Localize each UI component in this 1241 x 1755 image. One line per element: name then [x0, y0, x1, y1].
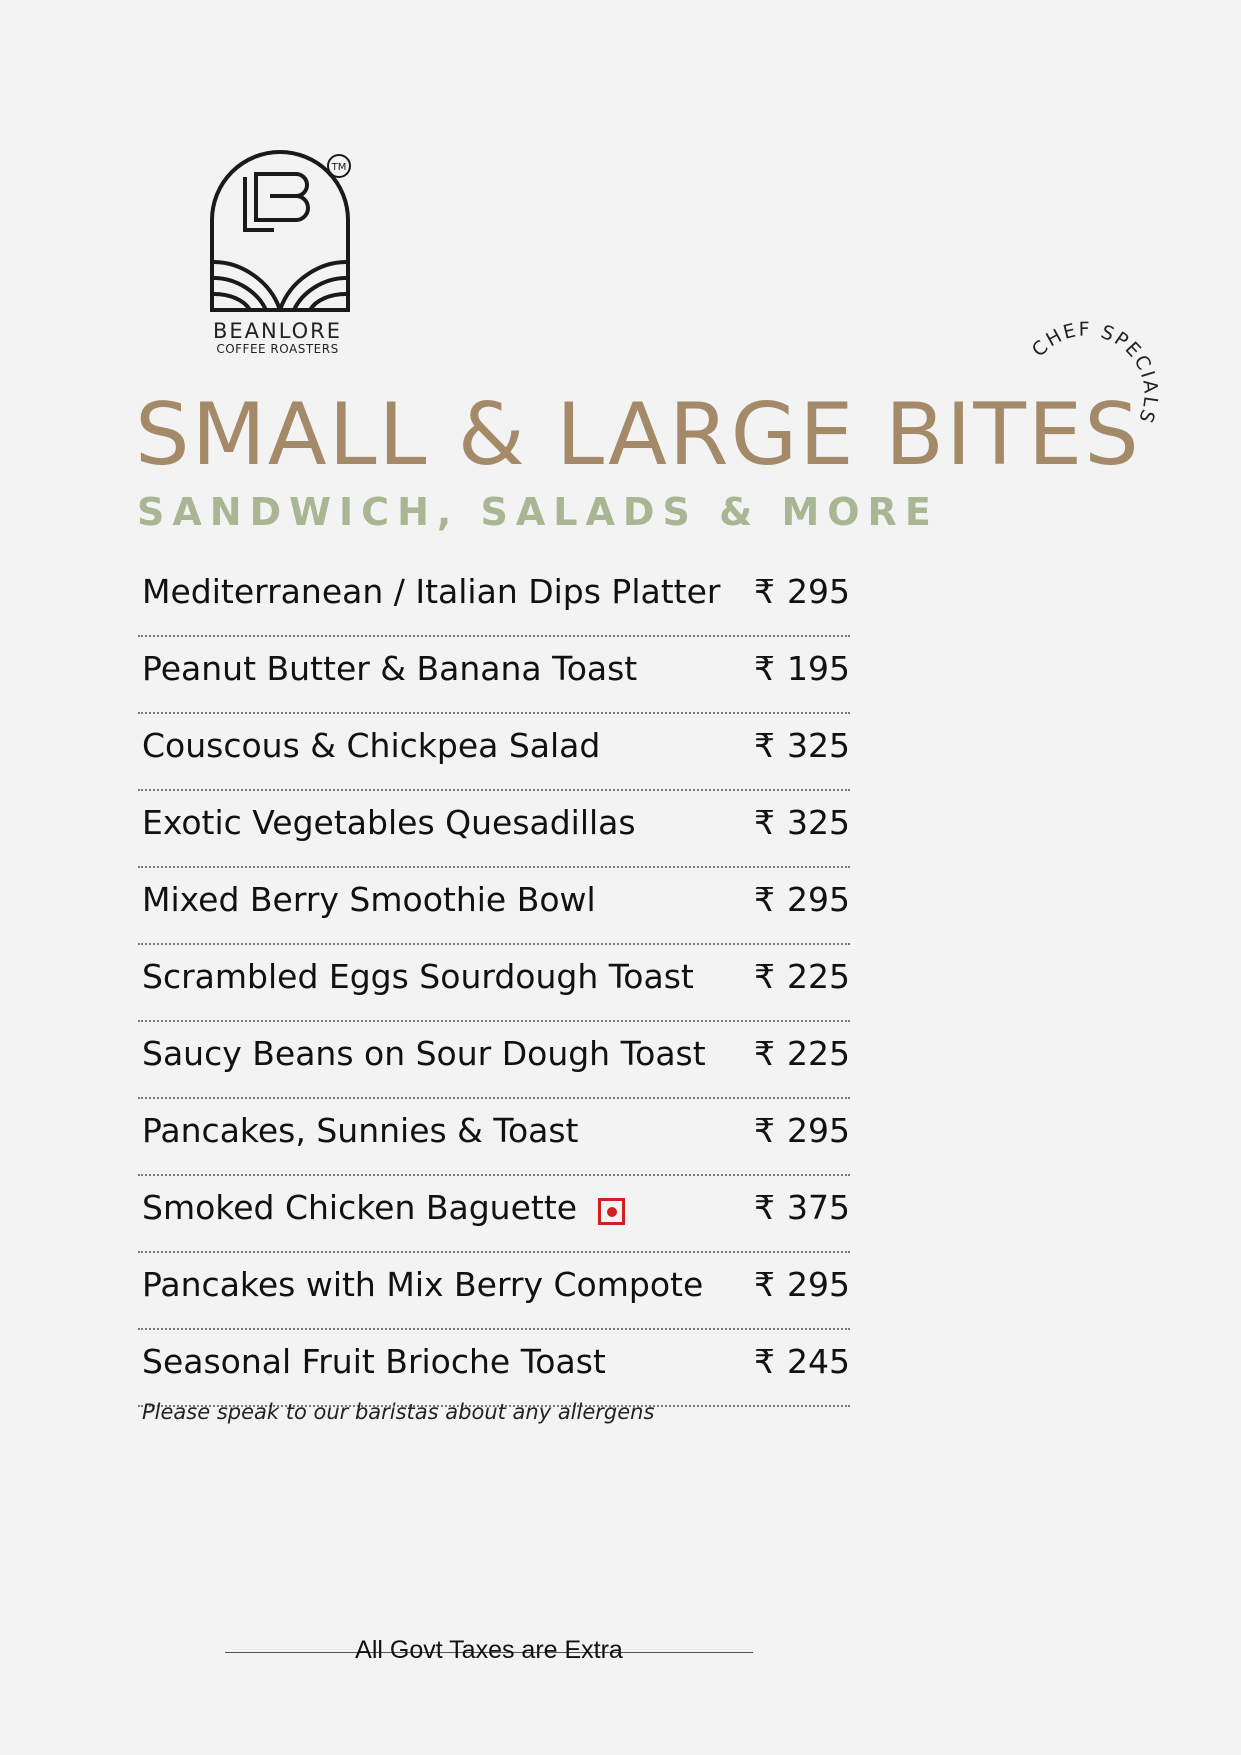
- currency-symbol: ₹: [754, 1034, 775, 1073]
- item-name: Smoked Chicken Baguette: [142, 1188, 578, 1227]
- currency-symbol: ₹: [754, 957, 775, 996]
- currency-symbol: ₹: [754, 572, 775, 611]
- item-name: Couscous & Chickpea Salad: [142, 726, 601, 765]
- menu-item: [138, 945, 850, 1022]
- chef-specials-text: CHEF SPECIALS: [1027, 318, 1162, 428]
- item-name: Pancakes with Mix Berry Compote: [142, 1265, 704, 1304]
- item-name: Scrambled Eggs Sourdough Toast: [142, 957, 694, 996]
- currency-symbol: ₹: [754, 649, 775, 688]
- currency-symbol: ₹: [754, 880, 775, 919]
- allergen-note: Please speak to our baristas about any allergens: [142, 1400, 655, 1424]
- menu-item: [138, 1022, 850, 1099]
- item-name: Peanut Butter & Banana Toast: [142, 649, 638, 688]
- item-price: ₹ 295: [754, 1111, 850, 1150]
- menu-item: [138, 868, 850, 945]
- menu-item: [138, 637, 850, 714]
- item-name: Pancakes, Sunnies & Toast: [142, 1111, 579, 1150]
- tax-note-text: All Govt Taxes are Extra: [355, 1636, 623, 1664]
- currency-symbol: ₹: [754, 726, 775, 765]
- brand-block: [210, 320, 345, 356]
- item-price: ₹ 325: [754, 803, 850, 842]
- currency-symbol: ₹: [754, 1111, 775, 1150]
- item-name: Saucy Beans on Sour Dough Toast: [142, 1034, 706, 1073]
- menu-item: [138, 1099, 850, 1176]
- menu-list: [138, 560, 850, 1407]
- menu-item: [138, 1330, 850, 1407]
- non-veg-icon: [598, 1198, 625, 1225]
- item-price: ₹ 225: [754, 1034, 850, 1073]
- item-price: ₹ 295: [754, 880, 850, 919]
- item-name: Mixed Berry Smoothie Bowl: [142, 880, 596, 919]
- tax-note: [225, 1634, 753, 1670]
- item-price: ₹ 295: [754, 1265, 850, 1304]
- item-name: Mediterranean / Italian Dips Platter: [142, 572, 721, 611]
- menu-item: [138, 1176, 850, 1253]
- currency-symbol: ₹: [754, 1265, 775, 1304]
- item-price: ₹ 295: [754, 572, 850, 611]
- page-title: SMALL & LARGE BITES: [135, 385, 1141, 485]
- item-name: Exotic Vegetables Quesadillas: [142, 803, 636, 842]
- item-price: ₹ 375: [754, 1188, 850, 1227]
- brand-subtitle: COFFEE ROASTERS: [216, 342, 339, 356]
- menu-item: [138, 1253, 850, 1330]
- page-subtitle: SANDWICH, SALADS & MORE: [137, 490, 939, 534]
- brand-name: BEANLORE: [212, 319, 343, 343]
- menu-item: [138, 560, 850, 637]
- trademark-mark: TM: [331, 162, 347, 173]
- item-price: ₹ 225: [754, 957, 850, 996]
- currency-symbol: ₹: [754, 803, 775, 842]
- item-price: ₹ 195: [754, 649, 850, 688]
- currency-symbol: ₹: [754, 1188, 775, 1227]
- item-price: ₹ 245: [754, 1342, 850, 1381]
- currency-symbol: ₹: [754, 1342, 775, 1381]
- item-price: ₹ 325: [754, 726, 850, 765]
- menu-item: [138, 791, 850, 868]
- item-name: Seasonal Fruit Brioche Toast: [142, 1342, 606, 1381]
- menu-item: [138, 714, 850, 791]
